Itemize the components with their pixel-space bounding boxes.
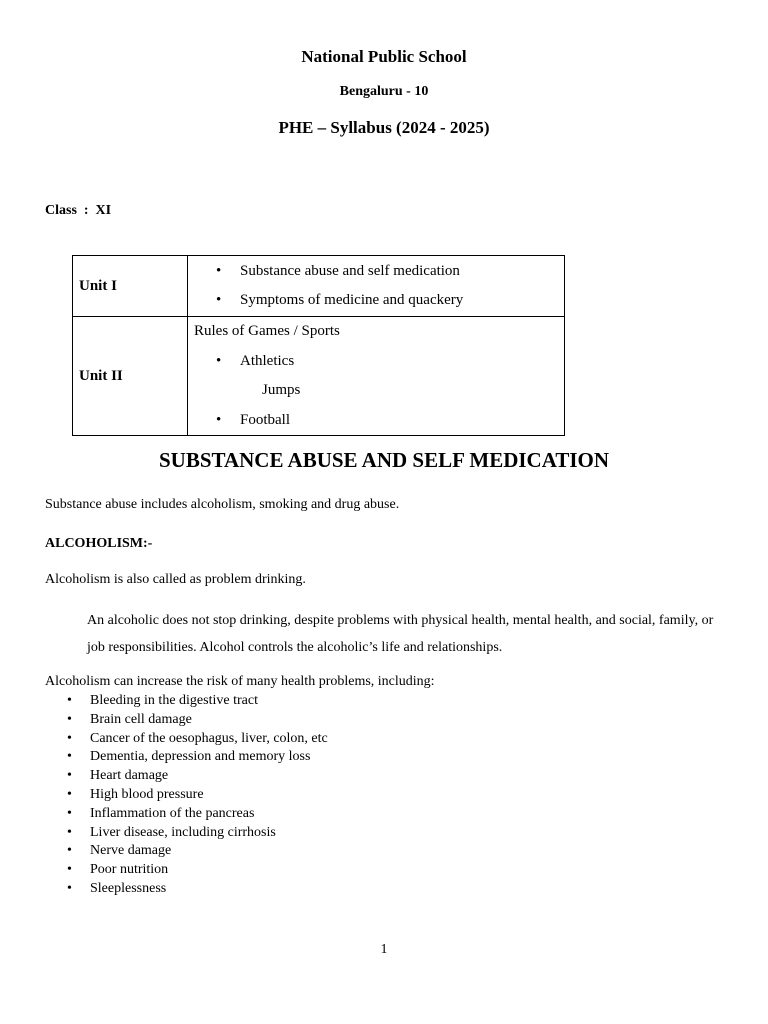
risk-text: Liver disease, including cirrhosis: [90, 824, 276, 840]
list-item: [45, 805, 328, 824]
risk-text: Inflammation of the pancreas: [90, 805, 255, 821]
alcoholism-line: Alcoholism is also called as problem drinking.: [45, 572, 306, 587]
topic-text: Football: [240, 411, 291, 428]
bullet-icon: •: [216, 292, 222, 308]
bullet-icon: •: [67, 730, 72, 746]
risk-text: Sleeplessness: [90, 880, 167, 896]
sub-topic-text: Jumps: [262, 382, 301, 398]
section-heading: SUBSTANCE ABUSE AND SELF MEDICATION: [158, 448, 610, 472]
list-item: [45, 861, 328, 880]
risk-text: Poor nutrition: [90, 862, 169, 878]
risk-text: High blood pressure: [90, 786, 204, 802]
unit-row-2: [73, 317, 565, 436]
unit-2-intro: Rules of Games / Sports: [194, 323, 340, 339]
bullet-icon: •: [67, 824, 72, 840]
bullet-icon: •: [216, 262, 222, 279]
topic-text: Symptoms of medicine and quackery: [240, 292, 464, 308]
list-item: [194, 286, 564, 316]
topic-text: Athletics: [240, 352, 295, 369]
risk-text: Cancer of the oesophagus, liver, colon, etc: [90, 730, 328, 746]
bullet-icon: •: [67, 843, 72, 859]
bullet-icon: •: [67, 880, 72, 896]
unit-2-name: Unit II: [73, 317, 188, 436]
bullet-icon: •: [67, 786, 72, 802]
bullet-icon: •: [67, 749, 72, 765]
risk-text: Brain cell damage: [90, 711, 192, 727]
bullet-icon: •: [216, 352, 222, 369]
unit-1-name: Unit I: [73, 256, 188, 317]
bullet-icon: •: [67, 768, 72, 784]
list-item: [45, 824, 328, 843]
list-item: [45, 730, 328, 749]
bullet-icon: •: [67, 862, 72, 878]
school-city: Bengaluru - 10: [339, 84, 429, 99]
intro-text: Substance abuse includes alcoholism, smoking and drug abuse.: [45, 497, 400, 512]
topic-text: Substance abuse and self medication: [240, 262, 460, 279]
list-item: [194, 406, 564, 436]
list-item: [194, 347, 564, 377]
list-item: [45, 711, 328, 730]
risk-list: [45, 692, 328, 899]
list-item: [45, 767, 328, 786]
unit-row-1: [73, 256, 565, 317]
list-item: [45, 842, 328, 861]
page-number: 1: [380, 942, 388, 957]
list-item: [194, 257, 564, 287]
risk-text: Dementia, depression and memory loss: [90, 749, 311, 765]
risk-text: Heart damage: [90, 768, 169, 784]
syllabus-title: PHE – Syllabus (2024 - 2025): [278, 118, 490, 137]
unit-2-topics: [188, 317, 565, 436]
alcoholism-paragraph: An alcoholic does not stop drinking, despite problems with physical health, mental health, and social, family, or job responsibilities. Alcohol controls the alcoholic’s life and relationships.: [87, 613, 714, 655]
unit-1-topics: [188, 256, 565, 317]
list-item: [45, 786, 328, 805]
class-label: Class : XI: [45, 203, 112, 218]
list-item: [45, 748, 328, 767]
alcoholism-heading: ALCOHOLISM:-: [45, 536, 153, 551]
bullet-icon: •: [67, 805, 72, 821]
bullet-icon: •: [67, 693, 72, 708]
risk-intro: Alcoholism can increase the risk of many health problems, including:: [45, 674, 435, 689]
list-item: [45, 880, 328, 899]
bullet-icon: •: [216, 411, 222, 428]
list-item: [45, 692, 328, 711]
risk-text: Nerve damage: [90, 843, 172, 859]
units-table: [72, 255, 565, 436]
risk-text: Bleeding in the digestive tract: [90, 693, 258, 708]
school-name: National Public School: [301, 47, 467, 66]
bullet-icon: •: [67, 711, 72, 727]
